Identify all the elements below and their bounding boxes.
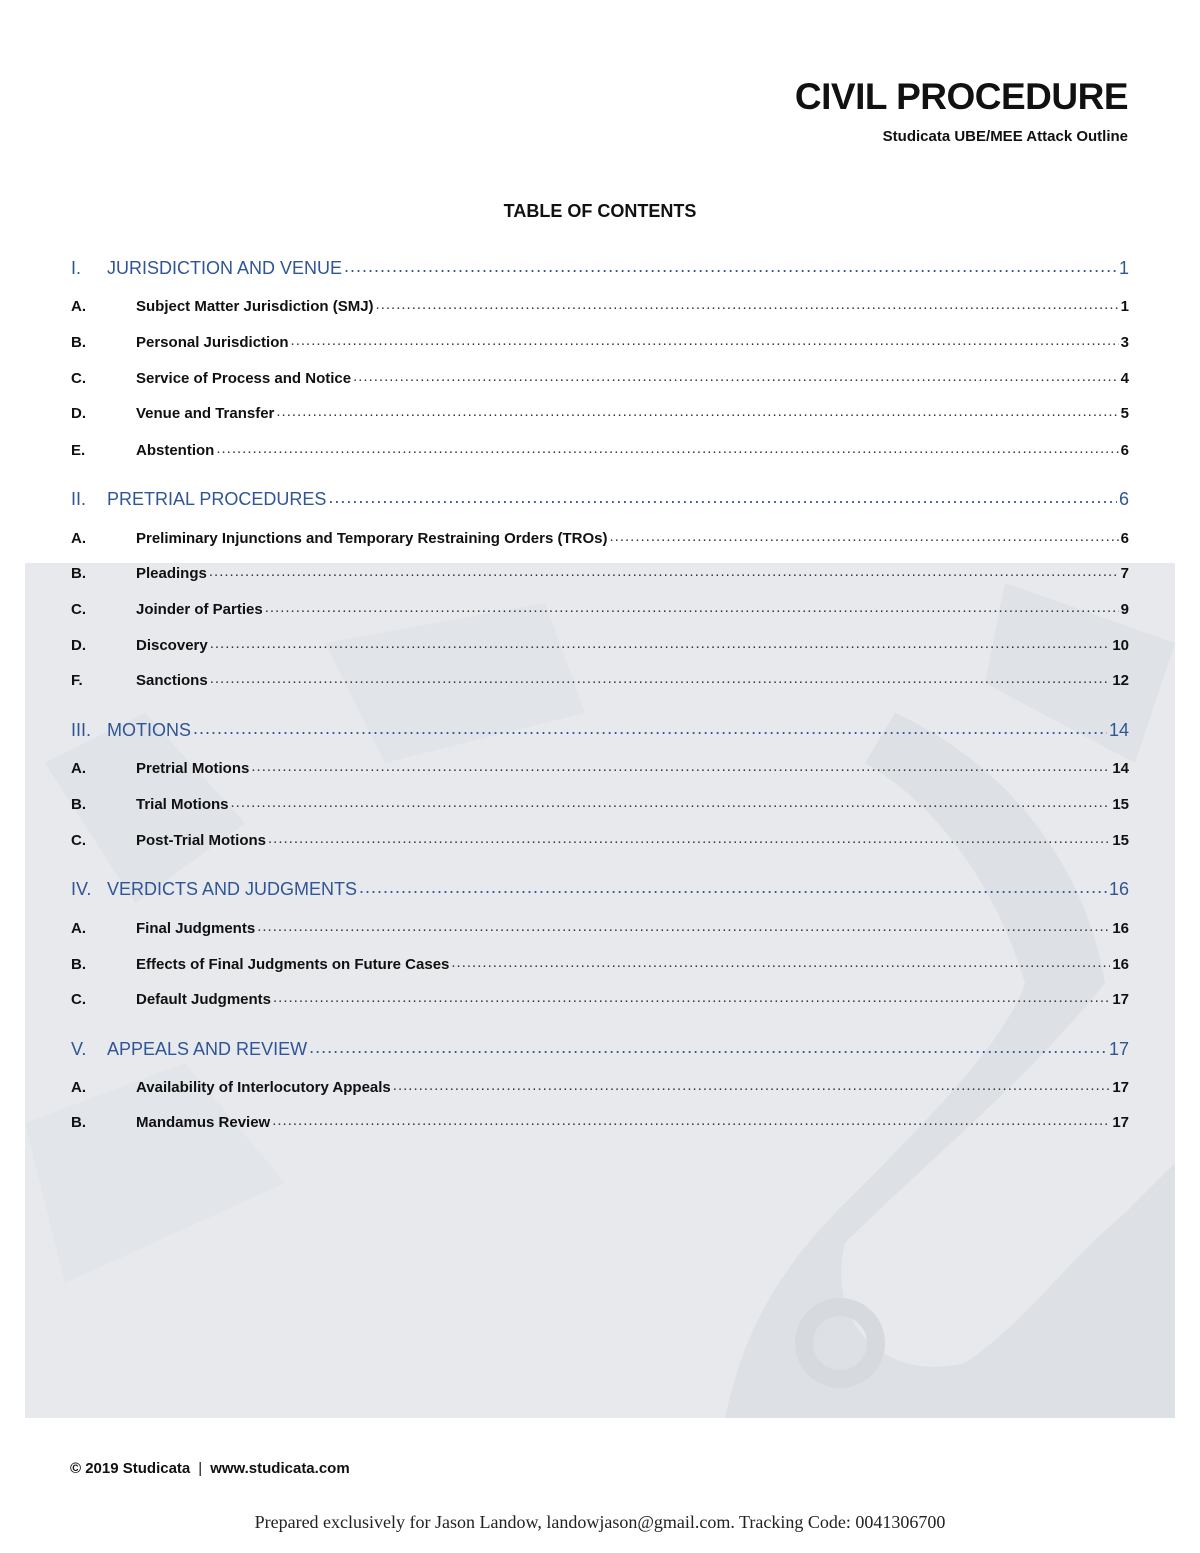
section-label: APPEALS AND REVIEW xyxy=(107,1039,308,1059)
document-subtitle: Studicata UBE/MEE Attack Outline xyxy=(882,128,1128,145)
item-letter: B. xyxy=(71,1114,86,1131)
item-label: Availability of Interlocutory Appeals xyxy=(136,1079,391,1096)
page-number: 15 xyxy=(1112,796,1129,813)
section-label: VERDICTS AND JUDGMENTS xyxy=(107,879,358,899)
toc-item[interactable] xyxy=(71,1077,1129,1096)
toc-item[interactable] xyxy=(71,296,1129,315)
toc-item[interactable] xyxy=(71,528,1129,547)
page-number: 9 xyxy=(1120,601,1129,618)
toc-section[interactable] xyxy=(71,1037,1129,1060)
item-letter: B. xyxy=(71,334,86,351)
item-label: Service of Process and Notice xyxy=(136,370,352,387)
item-letter: F. xyxy=(71,672,83,689)
page-number: 4 xyxy=(1120,370,1129,387)
toc-section[interactable] xyxy=(71,487,1129,510)
item-label: Subject Matter Jurisdiction (SMJ) xyxy=(136,298,374,315)
section-label: PRETRIAL PROCEDURES xyxy=(107,489,327,509)
section-number: II. xyxy=(71,489,87,509)
section-label: MOTIONS xyxy=(107,720,191,740)
item-letter: A. xyxy=(71,530,86,547)
dot-leader xyxy=(265,599,1119,614)
toc-item[interactable] xyxy=(71,670,1129,689)
page-number: 12 xyxy=(1112,672,1129,689)
dot-leader xyxy=(268,830,1110,845)
dot-leader xyxy=(210,635,1111,650)
page-number: 10 xyxy=(1112,637,1129,654)
dot-leader xyxy=(359,877,1107,895)
item-letter: C. xyxy=(71,370,86,387)
item-letter: B. xyxy=(71,565,86,582)
toc-section[interactable] xyxy=(71,718,1129,741)
page-number: 1 xyxy=(1118,258,1129,278)
toc-item[interactable] xyxy=(71,794,1129,813)
item-label: Sanctions xyxy=(136,672,208,689)
page-number: 17 xyxy=(1112,991,1129,1008)
dot-leader xyxy=(231,794,1111,809)
dot-leader xyxy=(272,1112,1110,1127)
dot-leader xyxy=(393,1077,1111,1092)
item-label: Default Judgments xyxy=(136,991,272,1008)
footer-copyright xyxy=(70,1460,350,1477)
dot-leader xyxy=(193,718,1107,736)
dot-leader xyxy=(353,368,1119,383)
item-letter: B. xyxy=(71,956,86,973)
item-label: Trial Motions xyxy=(136,796,229,813)
toc-item[interactable] xyxy=(71,403,1129,422)
page-number: 7 xyxy=(1120,565,1129,582)
dot-leader xyxy=(610,528,1119,543)
toc-item[interactable] xyxy=(71,599,1129,618)
page-number: 15 xyxy=(1112,832,1129,849)
website-link[interactable]: www.studicata.com xyxy=(210,1460,350,1477)
dot-leader xyxy=(257,918,1110,933)
section-number: IV. xyxy=(71,879,92,899)
page-number: 17 xyxy=(1108,1039,1129,1059)
dot-leader xyxy=(328,487,1117,505)
toc-item[interactable] xyxy=(71,368,1129,387)
toc-item[interactable] xyxy=(71,440,1129,459)
dot-leader xyxy=(273,989,1110,1004)
item-label: Final Judgments xyxy=(136,920,256,937)
item-letter: A. xyxy=(71,920,86,937)
item-label: Joinder of Parties xyxy=(136,601,263,618)
item-letter: D. xyxy=(71,405,86,422)
toc-item[interactable] xyxy=(71,332,1129,351)
toc-item[interactable] xyxy=(71,758,1129,777)
page-number: 16 xyxy=(1112,956,1129,973)
dot-leader xyxy=(210,670,1111,685)
page-number: 6 xyxy=(1120,530,1129,547)
item-label: Pleadings xyxy=(136,565,207,582)
section-number: I. xyxy=(71,258,82,278)
prepared-for-notice: Prepared exclusively for Jason Landow, landowjason@gmail.com. Tracking Code: 0041306700 xyxy=(254,1512,946,1532)
item-letter: B. xyxy=(71,796,86,813)
dot-leader xyxy=(276,403,1118,418)
toc-item[interactable] xyxy=(71,918,1129,937)
page-number: 3 xyxy=(1120,334,1129,351)
item-label: Preliminary Injunctions and Temporary Restraining Orders (TROs) xyxy=(136,530,608,547)
section-label: JURISDICTION AND VENUE xyxy=(107,258,343,278)
page-number: 17 xyxy=(1112,1114,1129,1131)
toc-item[interactable] xyxy=(71,954,1129,973)
page-number: 14 xyxy=(1112,760,1129,777)
dot-leader xyxy=(291,332,1119,347)
dot-leader xyxy=(216,440,1118,455)
section-number: III. xyxy=(71,720,92,740)
item-letter: A. xyxy=(71,760,86,777)
toc-section[interactable] xyxy=(71,256,1129,279)
item-label: Personal Jurisdiction xyxy=(136,334,289,351)
dot-leader xyxy=(344,256,1117,274)
toc-item[interactable] xyxy=(71,989,1129,1008)
dot-leader xyxy=(451,954,1110,969)
page-number: 16 xyxy=(1112,920,1129,937)
item-letter: A. xyxy=(71,298,86,315)
dot-leader xyxy=(209,563,1119,578)
item-letter: E. xyxy=(71,442,86,459)
page-number: 17 xyxy=(1112,1079,1129,1096)
toc-heading: TABLE OF CONTENTS xyxy=(503,201,697,221)
item-label: Post-Trial Motions xyxy=(136,832,267,849)
item-letter: D. xyxy=(71,637,86,654)
section-number: V. xyxy=(71,1039,87,1059)
page-number: 6 xyxy=(1118,489,1129,509)
copyright-text: © 2019 Studicata xyxy=(70,1460,191,1477)
toc-item[interactable] xyxy=(71,1112,1129,1131)
item-label: Abstention xyxy=(136,442,215,459)
page-number: 16 xyxy=(1108,879,1129,899)
toc-item[interactable] xyxy=(71,563,1129,582)
dot-leader xyxy=(376,296,1119,311)
page-number: 6 xyxy=(1120,442,1129,459)
page-number: 1 xyxy=(1120,298,1129,315)
toc-item[interactable] xyxy=(71,635,1129,654)
item-letter: C. xyxy=(71,991,86,1008)
dot-leader xyxy=(309,1037,1107,1055)
page-number: 5 xyxy=(1120,405,1129,422)
document-title: CIVIL PROCEDURE xyxy=(794,76,1128,117)
item-letter: A. xyxy=(71,1079,86,1096)
item-label: Pretrial Motions xyxy=(136,760,250,777)
page-number: 14 xyxy=(1108,720,1129,740)
toc-section[interactable] xyxy=(71,877,1129,900)
item-label: Venue and Transfer xyxy=(136,405,275,422)
toc-item[interactable] xyxy=(71,830,1129,849)
footer-separator: | xyxy=(198,1460,203,1477)
item-label: Discovery xyxy=(136,637,208,654)
item-letter: C. xyxy=(71,832,86,849)
item-label: Mandamus Review xyxy=(136,1114,271,1131)
item-label: Effects of Final Judgments on Future Cases xyxy=(136,956,450,973)
dot-leader xyxy=(251,758,1110,773)
item-letter: C. xyxy=(71,601,86,618)
